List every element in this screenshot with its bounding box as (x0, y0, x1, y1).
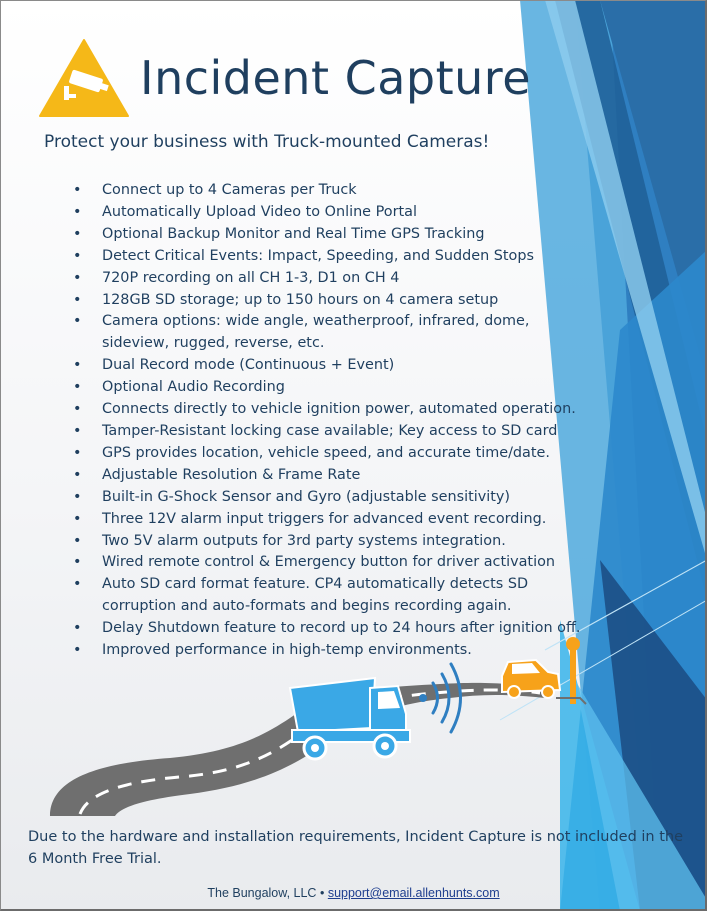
feature-item: • Delay Shutdown feature to record up to 24 hours after ignition off. (70, 618, 600, 640)
feature-item: • Connects directly to vehicle ignition power, automated operation. (70, 399, 600, 421)
feature-item: • Three 12V alarm input triggers for advanced event recording. (70, 509, 600, 531)
dump-truck-icon (290, 678, 410, 759)
contact-line (0, 886, 707, 900)
feature-item: • Improved performance in high-temp environments. (70, 640, 600, 662)
feature-item: • Connect up to 4 Cameras per Truck (70, 180, 600, 202)
page-subtitle: Protect your business with Truck-mounted Cameras! (44, 132, 490, 152)
feature-item: • Adjustable Resolution & Frame Rate (70, 465, 600, 487)
feature-item: • 128GB SD storage; up to 150 hours on 4 camera setup (70, 290, 600, 312)
feature-item: • Automatically Upload Video to Online Portal (70, 202, 600, 224)
feature-item: • Two 5V alarm outputs for 3rd party systems integration. (70, 531, 600, 553)
security-camera-warning-icon (38, 38, 130, 118)
feature-list (70, 180, 600, 662)
feature-item: • Camera options: wide angle, weatherproof, infrared, dome, sideview, rugged, reverse, etc. (70, 311, 600, 355)
feature-item: • Optional Audio Recording (70, 377, 600, 399)
separator: • (319, 886, 325, 900)
feature-item: • Optional Backup Monitor and Real Time GPS Tracking (70, 224, 600, 246)
feature-item: • Dual Record mode (Continuous + Event) (70, 355, 600, 377)
page-title: Incident Capture (140, 51, 532, 105)
feature-item: • 720P recording on all CH 1-3, D1 on CH 4 (70, 268, 600, 290)
feature-item: • Tamper-Resistant locking case available; Key access to SD card (70, 421, 600, 443)
feature-item: • Built-in G-Shock Sensor and Gyro (adjustable sensitivity) (70, 487, 600, 509)
support-email-link[interactable]: support@email.allenhunts.com (327, 886, 500, 900)
feature-item: • Auto SD card format feature. CP4 automatically detects SD corruption and auto-formats and begins recording again. (70, 574, 600, 618)
company-name: The Bungalow, LLC (207, 886, 317, 900)
header (38, 38, 531, 118)
feature-item: • Wired remote control & Emergency button for driver activation (70, 552, 600, 574)
feature-item: • Detect Critical Events: Impact, Speeding, and Sudden Stops (70, 246, 600, 268)
trial-disclaimer: Due to the hardware and installation requirements, Incident Capture is not included in the 6 Month Free Trial. (28, 829, 684, 867)
feature-item: • GPS provides location, vehicle speed, and accurate time/date. (70, 443, 600, 465)
